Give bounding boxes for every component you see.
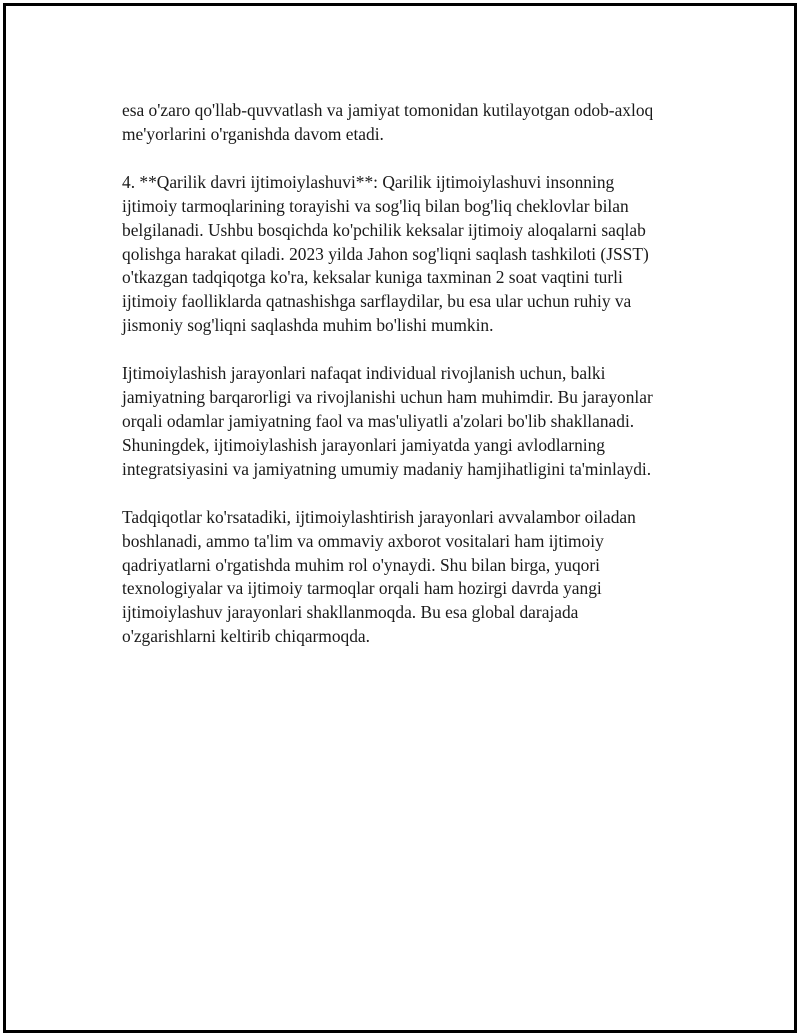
paragraph-old-age-socialization: 4. **Qarilik davri ijtimoiylashuvi**: Qarilik ijtimoiylashuvi insonning ijtimoiy tarmoqlarining torayishi va sog'liq bilan bog'liq cheklovlar bilan belgilanadi. Ushbu bosqichda ko'pchilik keksalar ijtimoiy aloqalarni saqlab qolishga harakat qiladi. 2023 yilda Jahon sog'liqni saqlash tashkiloti (JSST) o'tkazgan tadqiqotga ko'ra, keksalar kuniga taxminan 2 soat vaqtini turli ijtimoiy faolliklarda qatnashishga sarflaydilar, bu esa ular uchun ruhiy va jismoniy sog'liqni saqlashda muhim bo'lishi mumkin. [122, 171, 649, 336]
paragraph-research-findings: Tadqiqotlar ko'rsatadiki, ijtimoiylashtirish jarayonlari avvalambor oiladan boshlanadi, ammo ta'lim va ommaviy axborot vositalari ham ijtimoiy qadriyatlarni o'rgatishda muhim rol o'ynaydi. Shu bilan birga, yuqori texnologiyalar va ijtimoiy tarmoqlar orqali ham hozirgi davrda yangi ijtimoiylashuv jarayonlari shakllanmoqda. Bu esa global darajada o'zgarishlarni keltirib chiqarmoqda. [122, 506, 636, 647]
paragraph-socialization-importance: Ijtimoiylashish jarayonlari nafaqat individual rivojlanish uchun, balki jamiyatning barqarorligi va rivojlanishi uchun ham muhimdir. Bu jarayonlar orqali odamlar jamiyatning faol va mas'uliyatli a'zolari bo'lib shakllanadi. Shuningdek, ijtimoiylashish jarayonlari jamiyatda yangi avlodlarning integratsiyasini va jamiyatning umumiy madaniy hamjihatligini ta'minlaydi. [122, 363, 653, 479]
document-body [122, 99, 702, 673]
document-page [3, 3, 797, 1033]
paragraph-continuation: esa o'zaro qo'llab-quvvatlash va jamiyat tomonidan kutilayotgan odob-axloq me'yorlarini o'rganishda davom etadi. [122, 100, 654, 144]
